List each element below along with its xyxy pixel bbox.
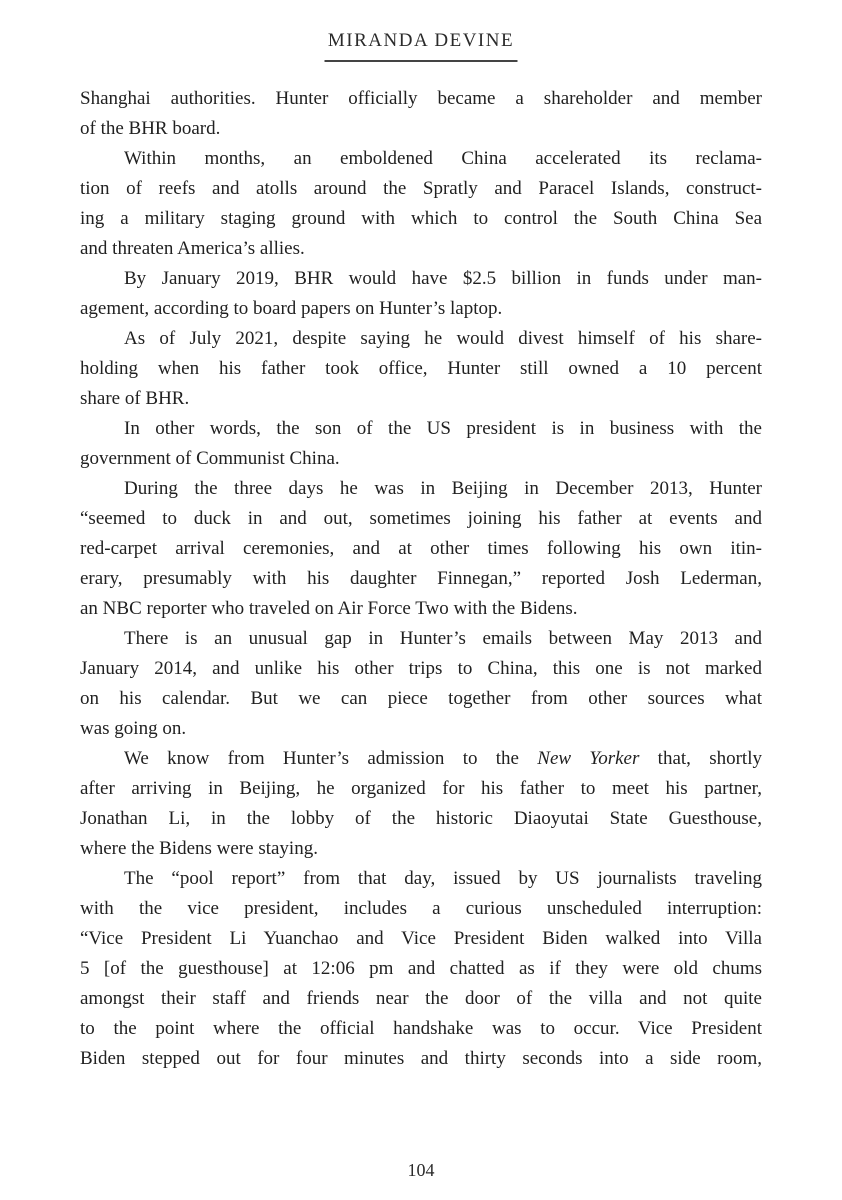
text-line xyxy=(80,594,762,624)
text-segment: erary, presumably with his daughter Finnegan,” reported Josh Lederman, xyxy=(80,568,762,589)
text-line xyxy=(80,174,762,204)
text-segment: As of July 2021, despite saying he would divest himself of his share- xyxy=(124,328,762,349)
text-segment: where the Bidens were staying. xyxy=(80,838,318,859)
text-line xyxy=(80,234,762,264)
text-line xyxy=(80,984,762,1014)
text-segment: to the point where the official handshake was to occur. Vice President xyxy=(80,1018,762,1039)
text-line xyxy=(80,744,762,774)
text-segment: January 2014, and unlike his other trips to China, this one is not marked xyxy=(80,658,762,679)
text-line xyxy=(80,624,762,654)
text-line xyxy=(80,354,762,384)
italic-text-segment: New Yorker xyxy=(537,748,640,769)
text-line xyxy=(80,414,762,444)
header-rule xyxy=(325,60,518,62)
text-line xyxy=(80,444,762,474)
text-segment: after arriving in Beijing, he organized for his father to meet his partner, xyxy=(80,778,762,799)
text-segment: “seemed to duck in and out, sometimes joining his father at events and xyxy=(80,508,762,529)
text-segment: on his calendar. But we can piece together from other sources what xyxy=(80,688,762,709)
text-segment: Shanghai authorities. Hunter officially became a shareholder and member xyxy=(80,88,762,109)
text-line xyxy=(80,204,762,234)
text-segment: The “pool report” from that day, issued by US journalists traveling xyxy=(124,868,762,889)
text-line xyxy=(80,114,762,144)
text-segment: By January 2019, BHR would have $2.5 billion in funds under man- xyxy=(124,268,762,289)
text-line xyxy=(80,894,762,924)
text-segment: share of BHR. xyxy=(80,388,190,409)
text-segment: Jonathan Li, in the lobby of the historic Diaoyutai State Guesthouse, xyxy=(80,808,762,829)
text-segment: holding when his father took office, Hunter still owned a 10 percent xyxy=(80,358,762,379)
text-line xyxy=(80,684,762,714)
text-segment: 5 [of the guesthouse] at 12:06 pm and chatted as if they were old chums xyxy=(80,958,762,979)
text-segment: During the three days he was in Beijing in December 2013, Hunter xyxy=(124,478,762,499)
text-segment: was going on. xyxy=(80,718,187,739)
text-segment: of the BHR board. xyxy=(80,118,221,139)
text-segment: Biden stepped out for four minutes and thirty seconds into a side room, xyxy=(80,1048,762,1069)
text-segment: ing a military staging ground with which to control the South China Sea xyxy=(80,208,762,229)
text-segment: In other words, the son of the US president is in business with the xyxy=(124,418,762,439)
text-segment: “Vice President Li Yuanchao and Vice President Biden walked into Villa xyxy=(80,928,762,949)
text-segment: government of Communist China. xyxy=(80,448,340,469)
text-line xyxy=(80,504,762,534)
text-segment: with the vice president, includes a curious unscheduled interruption: xyxy=(80,898,762,919)
text-segment: amongst their staff and friends near the door of the villa and not quite xyxy=(80,988,762,1009)
text-line xyxy=(80,474,762,504)
text-segment: Within months, an emboldened China accelerated its reclama- xyxy=(124,148,762,169)
text-line xyxy=(80,1014,762,1044)
text-line xyxy=(80,864,762,894)
text-line xyxy=(80,384,762,414)
text-line xyxy=(80,924,762,954)
text-segment: an NBC reporter who traveled on Air Force Two with the Bidens. xyxy=(80,598,578,619)
text-line xyxy=(80,654,762,684)
text-line xyxy=(80,264,762,294)
text-segment: There is an unusual gap in Hunter’s emails between May 2013 and xyxy=(124,628,762,649)
body-text xyxy=(80,84,762,1074)
text-segment: that, shortly xyxy=(639,748,762,769)
text-line xyxy=(80,534,762,564)
text-segment: We know from Hunter’s admission to the xyxy=(124,748,538,769)
text-line xyxy=(80,564,762,594)
text-line xyxy=(80,834,762,864)
text-line xyxy=(80,774,762,804)
text-segment: agement, according to board papers on Hunter’s laptop. xyxy=(80,298,503,319)
page-number: 104 xyxy=(407,1160,435,1180)
text-line xyxy=(80,714,762,744)
running-header: MIRANDA DEVINE xyxy=(327,30,515,51)
text-line xyxy=(80,954,762,984)
text-segment: and threaten America’s allies. xyxy=(80,238,305,259)
text-segment: tion of reefs and atolls around the Spratly and Paracel Islands, construct- xyxy=(80,178,762,199)
text-line xyxy=(80,804,762,834)
text-line xyxy=(80,294,762,324)
text-segment: red-carpet arrival ceremonies, and at other times following his own itin- xyxy=(80,538,762,559)
text-line xyxy=(80,84,762,114)
text-line xyxy=(80,1044,762,1074)
text-line xyxy=(80,324,762,354)
text-line xyxy=(80,144,762,174)
